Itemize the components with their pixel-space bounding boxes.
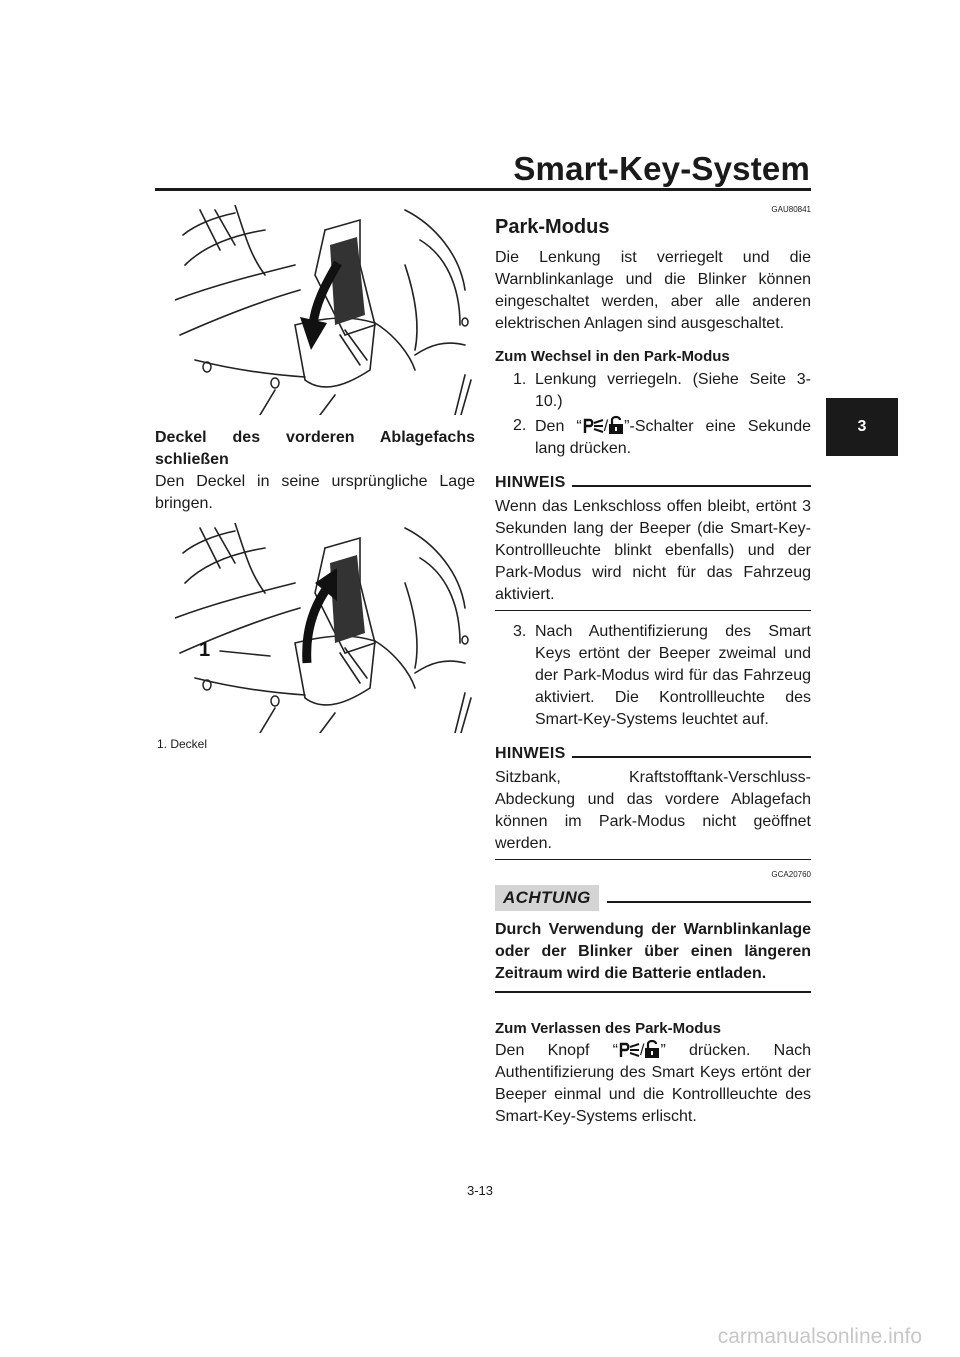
figure-caption: 1. Deckel: [157, 737, 208, 751]
caution-text: Durch Verwendung der Warnblinkanlage oder der Blinker über einen längeren Zeitraum wird die Batterie entladen.: [495, 921, 811, 982]
sub-heading-close-compartment: Deckel des vorderen Ablagefachs schließen: [155, 429, 475, 468]
right-column: [495, 205, 811, 1128]
note-text: Sitzbank, Kraftstofftank-Verschluss-Abdeckung und das vordere Ablagefach können im Park-Modus nicht geöffnet werden.: [495, 769, 811, 852]
padlock-icon: [608, 415, 624, 435]
steps-enter-continued: [495, 621, 811, 731]
chapter-tab: 3: [826, 398, 898, 456]
note-divider: [495, 610, 811, 611]
body-text-close: Den Deckel in seine ursprüngliche Lage bringen.: [155, 473, 475, 512]
note-label: HINWEIS: [495, 474, 566, 491]
caution-divider: [607, 901, 811, 903]
padlock-icon: [644, 1039, 660, 1059]
sub-heading-enter: Zum Wechsel in den Park-Modus: [495, 348, 730, 365]
steering-lock-icon: [618, 1041, 640, 1059]
note-divider: [495, 859, 811, 860]
note-header: [495, 474, 811, 492]
list-item: 1. Lenkung verriegeln. (Siehe Seite 3-10.): [513, 371, 811, 410]
steering-lock-icon: [582, 417, 604, 435]
note-divider: [572, 485, 811, 487]
list-item: 3. Nach Authentifizierung des Smart Keys ertönt der Beeper zweimal und der Park-Modus wird für das Fahrzeug aktiviert. Die Kontrollleuchte des Smart-Key-Systems leuchtet auf.: [513, 623, 811, 728]
page-number: 3-13: [466, 1183, 494, 1198]
reference-code: GAU80841: [771, 205, 811, 214]
reference-code: GCA20760: [771, 870, 811, 879]
sub-heading-exit: Zum Verlassen des Park-Modus: [495, 1020, 721, 1037]
caution-divider: [495, 991, 811, 993]
steps-enter: [495, 369, 811, 460]
note-divider: [572, 756, 811, 758]
title-rule: [155, 188, 811, 191]
caution-label: ACHTUNG: [495, 885, 599, 911]
watermark: carmanualsonline.info: [717, 1325, 922, 1348]
arrow-down-icon: [300, 263, 338, 350]
list-item: 2. Den “ / ”-Schalter eine Sekunde lang drücken.: [513, 417, 812, 457]
arrow-up-icon: [307, 568, 337, 663]
illustration-compartment-closing: [175, 205, 475, 415]
exit-text: Den Knopf “ / ” drücken. Nach Authentifizierung des Smart Keys ertönt der Beeper einmal und die Kontrollleuchte des Smart-Key-Systems erlischt.: [495, 1039, 811, 1128]
note-label: HINWEIS: [495, 745, 566, 762]
note-text: Wenn das Lenkschloss offen bleibt, ertönt 3 Sekunden lang der Beeper (die Smart-Key-Kontrollleuchte blinkt ebenfalls) und der Park-Modus wird nicht für das Fahrzeug aktiviert.: [495, 498, 811, 603]
section-title: Park-Modus: [495, 216, 610, 238]
illustration-compartment-cover: [175, 523, 475, 733]
callout-number: 1: [199, 639, 211, 661]
page-title: Smart-Key-System: [513, 150, 810, 187]
left-column: [155, 205, 475, 751]
intro-text: Die Lenkung ist verriegelt und die Warnblinkanlage und die Blinker können eingeschaltet werden, aber alle anderen elektrischen Anlagen sind ausgeschaltet.: [495, 249, 811, 332]
note-header: [495, 745, 811, 763]
caution-box: [495, 885, 811, 993]
